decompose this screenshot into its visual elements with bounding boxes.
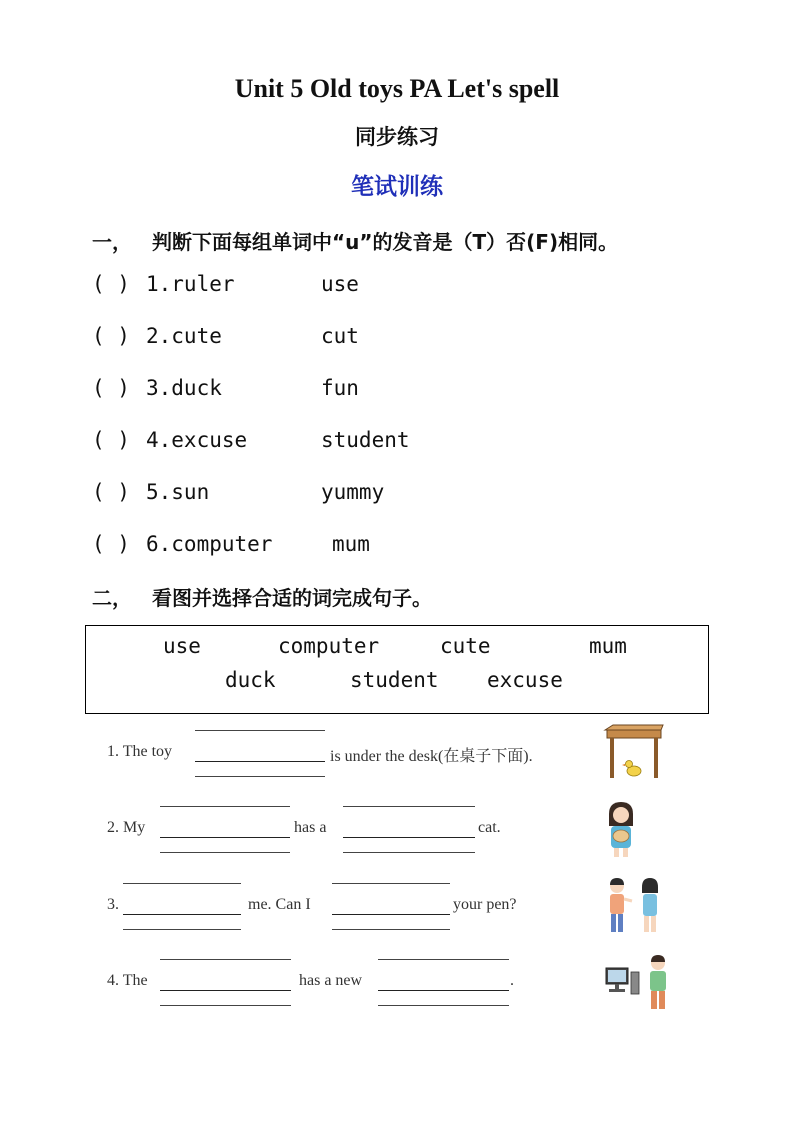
guide-line <box>195 730 325 731</box>
word-bank-item: use <box>163 634 201 658</box>
page-subtitle: 同步练习 <box>355 125 439 149</box>
word-bank-item: cute <box>440 634 491 658</box>
guide-line <box>332 929 450 930</box>
answer-blank[interactable]: ( ) <box>92 532 130 556</box>
question-word-1: 2.cute <box>146 324 222 348</box>
exercise-2-middle: has a <box>294 819 327 836</box>
exercise-4-middle: has a new <box>299 972 363 989</box>
guide-line <box>160 1005 291 1006</box>
answer-line[interactable] <box>160 837 290 838</box>
exercise-4-prefix: 4. The <box>107 972 148 989</box>
answer-line[interactable] <box>160 990 291 991</box>
section-1-text: 判断下面每组单词中“u”的发音是（T）否(F)相同。 <box>152 230 619 254</box>
exercise-2-suffix: cat. <box>478 819 501 836</box>
section-2-text: 看图并选择合适的词完成句子。 <box>152 586 432 610</box>
question-word-2: student <box>321 428 410 452</box>
question-word-2: cut <box>321 324 359 348</box>
answer-line[interactable] <box>332 914 450 915</box>
page-title: Unit 5 Old toys PA Let's spell <box>234 74 560 103</box>
section-heading: 笔试训练 <box>351 174 443 200</box>
exercise-3-middle: me. Can I <box>248 896 311 913</box>
answer-line[interactable] <box>195 761 325 762</box>
section-1-number: 一， <box>92 230 132 254</box>
guide-line <box>343 806 475 807</box>
guide-line <box>332 883 450 884</box>
word-bank-item: excuse <box>487 668 563 692</box>
word-bank-item: mum <box>589 634 627 658</box>
question-word-1: 3.duck <box>146 376 222 400</box>
exercise-1-suffix: is under the desk(在桌子下面). <box>330 748 533 765</box>
word-bank-item: student <box>350 668 439 692</box>
girl-with-cat-picture <box>603 800 639 858</box>
section-1-instruction <box>92 226 618 255</box>
answer-blank[interactable]: ( ) <box>92 428 130 452</box>
guide-line <box>343 852 475 853</box>
guide-line <box>378 959 509 960</box>
guide-line <box>378 1005 509 1006</box>
guide-line <box>123 883 241 884</box>
exercise-3-suffix: your pen? <box>453 896 517 913</box>
question-word-2: use <box>321 272 359 296</box>
question-word-2: mum <box>332 532 370 556</box>
answer-blank[interactable]: ( ) <box>92 376 130 400</box>
question-word-1: 1.ruler <box>146 272 235 296</box>
exercise-2-prefix: 2. My <box>107 819 146 836</box>
guide-line <box>160 852 290 853</box>
answer-line[interactable] <box>123 914 241 915</box>
answer-blank[interactable]: ( ) <box>92 324 130 348</box>
exercise-3-prefix: 3. <box>107 896 119 913</box>
exercise-1-prefix: 1. The toy <box>107 743 173 760</box>
section-2-instruction <box>92 582 432 611</box>
section-2-number: 二， <box>92 586 132 610</box>
answer-blank[interactable]: ( ) <box>92 272 130 296</box>
word-bank-box <box>85 625 709 714</box>
computer-and-boy-picture <box>604 954 676 1012</box>
question-word-2: fun <box>321 376 359 400</box>
exercise-4-suffix: . <box>510 972 514 989</box>
two-children-picture <box>602 877 666 935</box>
guide-line <box>160 959 291 960</box>
answer-line[interactable] <box>343 837 475 838</box>
question-word-1: 6.computer <box>146 532 273 556</box>
question-word-1: 5.sun <box>146 480 210 504</box>
question-word-1: 4.excuse <box>146 428 248 452</box>
guide-line <box>123 929 241 930</box>
guide-line <box>160 806 290 807</box>
answer-line[interactable] <box>378 990 509 991</box>
guide-line <box>195 776 325 777</box>
word-bank-item: duck <box>225 668 276 692</box>
desk-with-duck-picture <box>603 724 665 780</box>
question-word-2: yummy <box>321 480 385 504</box>
word-bank-item: computer <box>278 634 380 658</box>
answer-blank[interactable]: ( ) <box>92 480 130 504</box>
